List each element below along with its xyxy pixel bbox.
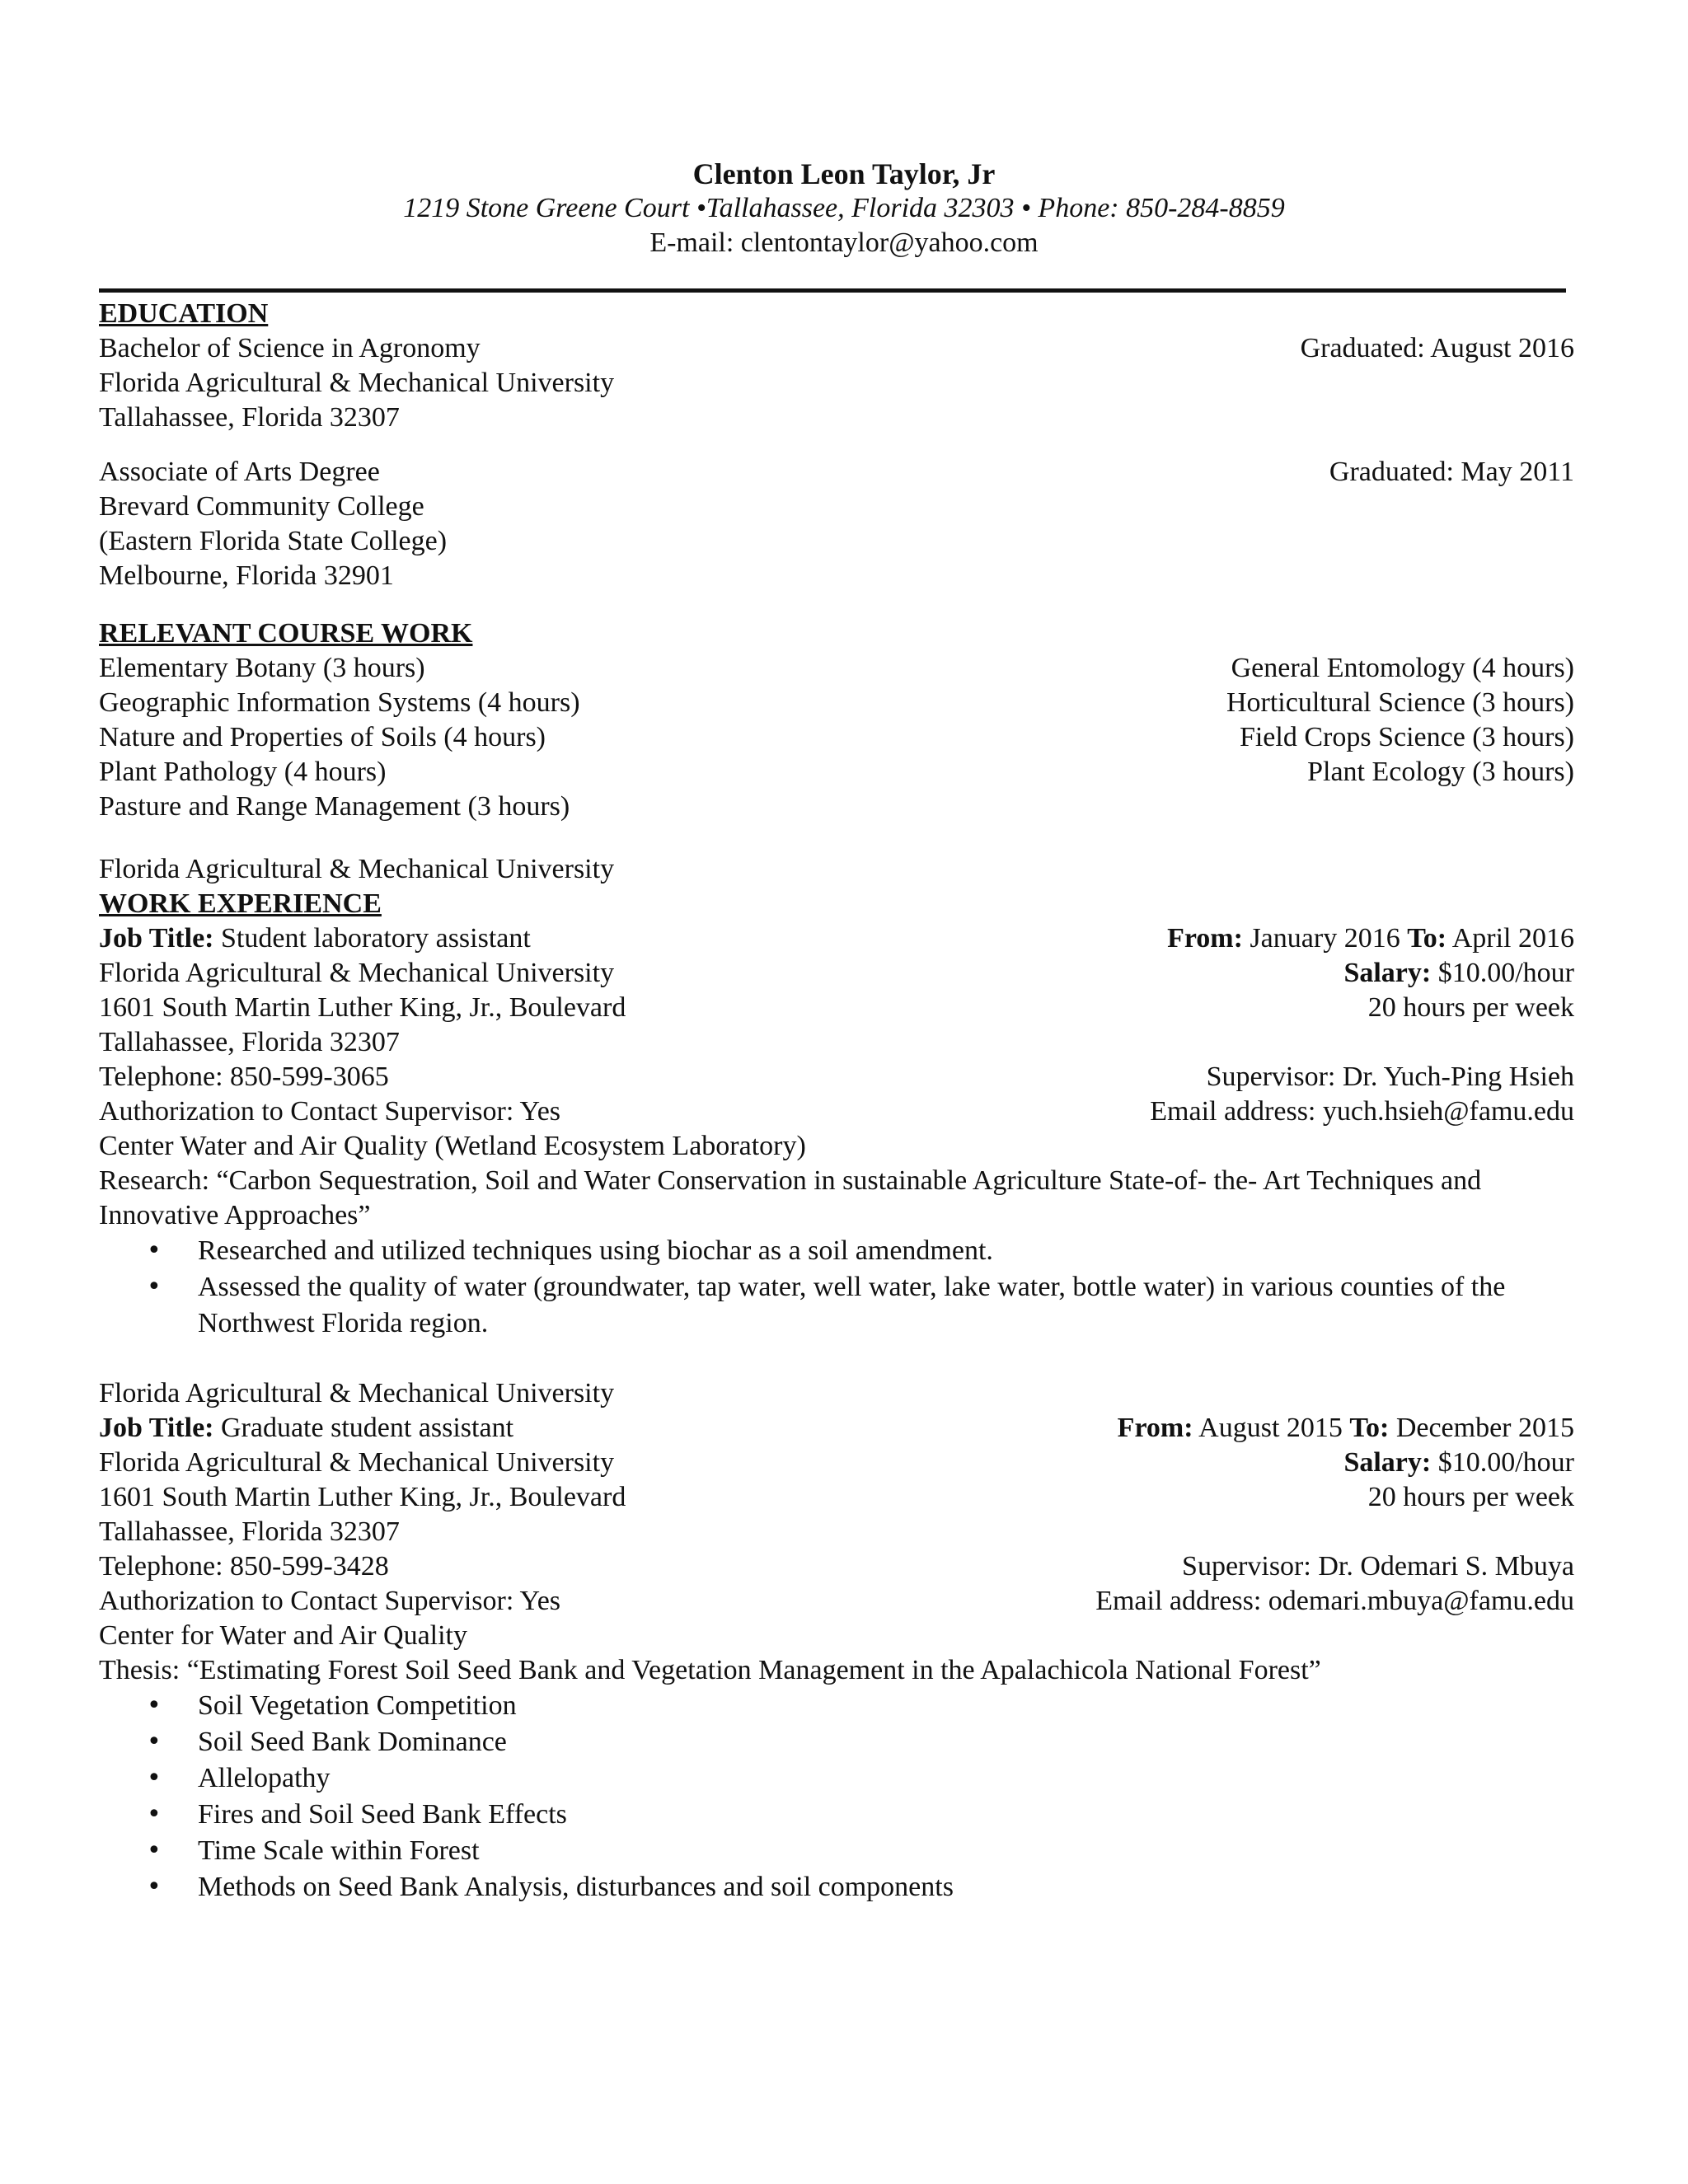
work-section-2 — [99, 1376, 1574, 1905]
course-row — [99, 651, 1574, 686]
job-hours: 20 hours per week — [1367, 1482, 1574, 1512]
education-section-2 — [99, 455, 1574, 593]
job-telephone: Telephone: 850-599-3065 — [99, 1062, 389, 1092]
course-row — [99, 720, 1574, 755]
job-dates: From: August 2015 To: December 2015 — [1117, 1413, 1574, 1443]
job-city: Tallahassee, Florida 32307 — [99, 1516, 400, 1547]
degree-name: Bachelor of Science in Agronomy — [99, 333, 481, 363]
work-pre-heading: Florida Agricultural & Mechanical University — [99, 854, 615, 884]
list-item: • Fires and Soil Seed Bank Effects — [198, 1797, 1574, 1833]
course-row — [99, 755, 1574, 790]
job-research: Research: “Carbon Sequestration, Soil and Water Conservation in sustainable Agriculture State-of- the- Art Techniques and Innovative Approaches” — [99, 1165, 1482, 1230]
job-org: Florida Agricultural & Mechanical University — [99, 958, 615, 988]
course-item: Horticultural Science (3 hours) — [1226, 687, 1574, 718]
work-heading: WORK EXPERIENCE — [99, 888, 382, 919]
course-item: Pasture and Range Management (3 hours) — [99, 791, 570, 822]
job-street: 1601 South Martin Luther King, Jr., Boulevard — [99, 992, 626, 1023]
list-item: • Soil Seed Bank Dominance — [198, 1724, 1574, 1760]
job-auth-row — [99, 1584, 1574, 1619]
job-supervisor: Supervisor: Dr. Yuch-Ping Hsieh — [1206, 1062, 1574, 1092]
list-item: • Assessed the quality of water (groundwater, tap water, well water, lake water, bottle water) in various counties of the Northwest Florida region. — [198, 1269, 1574, 1342]
job-bullets — [99, 1233, 1574, 1342]
job-auth-row — [99, 1094, 1574, 1129]
job-authorization: Authorization to Contact Supervisor: Yes — [99, 1586, 561, 1616]
course-item: Plant Ecology (3 hours) — [1307, 757, 1574, 787]
list-item: • Researched and utilized techniques using biochar as a soil amendment. — [198, 1233, 1574, 1269]
degree-location: Tallahassee, Florida 32307 — [99, 402, 400, 433]
job-thesis: Thesis: “Estimating Forest Soil Seed Bank and Vegetation Management in the Apalachicola National Forest” — [99, 1655, 1321, 1685]
job-supervisor: Supervisor: Dr. Odemari S. Mbuya — [1182, 1551, 1574, 1582]
address-line: 1219 Stone Greene Court •Tallahassee, Florida 32303 • Phone: 850-284-8859 — [403, 193, 1285, 223]
job-bullets — [99, 1688, 1574, 1905]
work-section — [99, 852, 1574, 1342]
job-city: Tallahassee, Florida 32307 — [99, 1027, 400, 1057]
degree-date: Graduated: August 2016 — [1300, 333, 1574, 363]
job-pre: Florida Agricultural & Mechanical University — [99, 1378, 615, 1408]
degree-institution-alt: (Eastern Florida State College) — [99, 526, 448, 556]
job-street: 1601 South Martin Luther King, Jr., Boulevard — [99, 1482, 626, 1512]
job-title: Job Title: Student laboratory assistant — [99, 923, 531, 954]
job-center: Center Water and Air Quality (Wetland Ecosystem Laboratory) — [99, 1131, 806, 1161]
applicant-name: Clenton Leon Taylor, Jr — [692, 157, 996, 190]
job-center: Center for Water and Air Quality — [99, 1620, 467, 1651]
resume-header — [0, 157, 1688, 260]
job-dates: From: January 2016 To: April 2016 — [1167, 923, 1574, 954]
coursework-heading: RELEVANT COURSE WORK — [99, 618, 473, 649]
course-item: General Entomology (4 hours) — [1231, 653, 1574, 683]
job-title-row — [99, 1411, 1574, 1446]
job-telephone: Telephone: 850-599-3428 — [99, 1551, 389, 1582]
job-hours: 20 hours per week — [1367, 992, 1574, 1023]
job-contact-row — [99, 1549, 1574, 1584]
education-section — [99, 297, 1574, 435]
job-street-row — [99, 991, 1574, 1025]
job-email: Email address: odemari.mbuya@famu.edu — [1095, 1586, 1574, 1616]
course-item: Geographic Information Systems (4 hours) — [99, 687, 580, 718]
degree-location: Melbourne, Florida 32901 — [99, 560, 394, 591]
education-heading: EDUCATION — [99, 298, 269, 329]
coursework-section — [99, 616, 1574, 824]
job-title-row — [99, 921, 1574, 956]
course-row — [99, 686, 1574, 720]
job-contact-row — [99, 1060, 1574, 1094]
job-org: Florida Agricultural & Mechanical University — [99, 1447, 615, 1478]
course-item: Nature and Properties of Soils (4 hours) — [99, 722, 546, 752]
job-salary: Salary: $10.00/hour — [1343, 1447, 1574, 1478]
job-salary: Salary: $10.00/hour — [1343, 958, 1574, 988]
course-item: Elementary Botany (3 hours) — [99, 653, 425, 683]
email-line: E-mail: clentontaylor@yahoo.com — [649, 227, 1039, 258]
job-email: Email address: yuch.hsieh@famu.edu — [1150, 1096, 1574, 1127]
job-org-row — [99, 956, 1574, 991]
degree-institution: Florida Agricultural & Mechanical University — [99, 368, 615, 398]
job-authorization: Authorization to Contact Supervisor: Yes — [99, 1096, 561, 1127]
degree-row — [99, 455, 1574, 490]
degree-row — [99, 331, 1574, 366]
list-item: • Methods on Seed Bank Analysis, disturbances and soil components — [198, 1869, 1574, 1905]
list-item: • Allelopathy — [198, 1760, 1574, 1797]
degree-date: Graduated: May 2011 — [1329, 457, 1574, 487]
course-item: Plant Pathology (4 hours) — [99, 757, 387, 787]
course-item: Field Crops Science (3 hours) — [1239, 722, 1574, 752]
degree-institution: Brevard Community College — [99, 491, 424, 522]
job-org-row — [99, 1446, 1574, 1480]
job-title: Job Title: Graduate student assistant — [99, 1413, 514, 1443]
header-divider — [99, 288, 1566, 293]
degree-name: Associate of Arts Degree — [99, 457, 380, 487]
list-item: • Time Scale within Forest — [198, 1833, 1574, 1869]
list-item: • Soil Vegetation Competition — [198, 1688, 1574, 1724]
job-street-row — [99, 1480, 1574, 1515]
